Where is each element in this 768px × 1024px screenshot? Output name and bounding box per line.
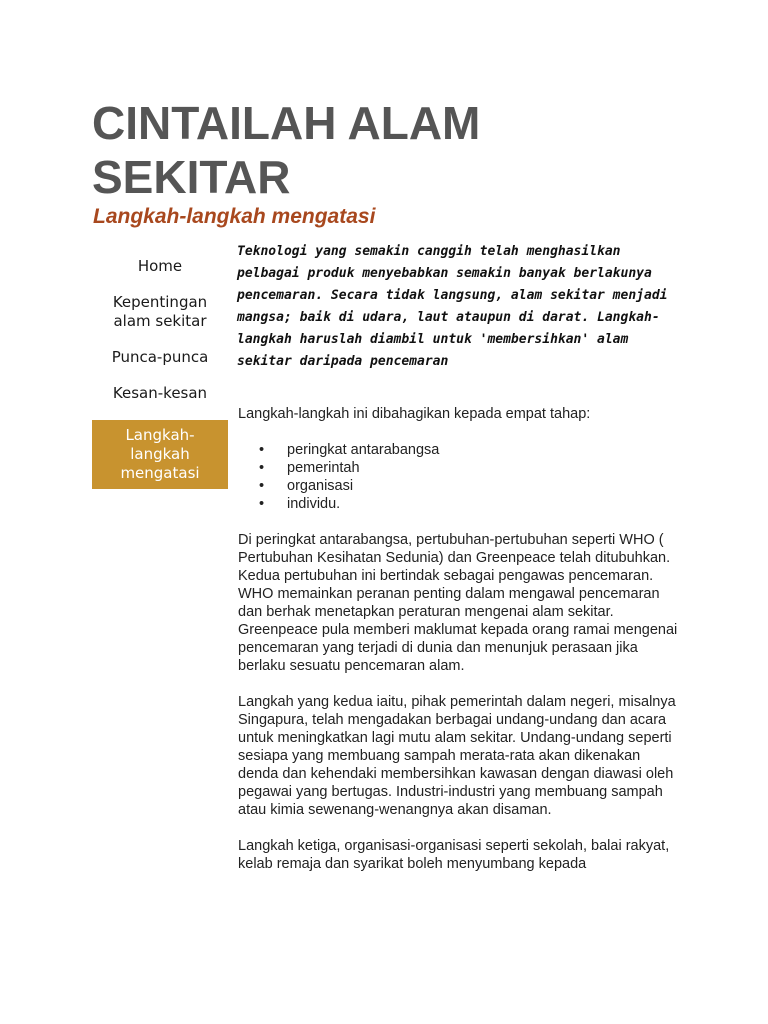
list-item: • organisasi [287, 477, 678, 495]
list-item: • pemerintah [287, 459, 678, 477]
nav-item-kepentingan[interactable]: Kepentingan alam sekitar [112, 293, 208, 330]
page-title: CINTAILAH ALAM SEKITAR [92, 97, 481, 203]
nav-item-langkah[interactable]: Langkah-langkah mengatasi [92, 420, 228, 489]
list-item: • individu. [287, 495, 678, 513]
paragraph-organisation: Langkah ketiga, organisasi-organisasi seperti sekolah, balai rakyat, kelab remaja dan syarikat boleh menyumbang kepada [238, 838, 670, 872]
paragraph-international: Di peringkat antarabangsa, pertubuhan-pertubuhan seperti WHO ( Pertubuhan Kesihatan Sedunia) dan Greenpeace telah ditubuhkan. Kedua pertubuhan ini bertindak sebagai pengawas pencemaran. WHO memainkan peranan penting dalam mengawal pencemaran dan berhak menetapkan peraturan mengenai alam sekitar. Greenpeace pula memberi maklumat kepada orang ramai mengenai pencemaran yang terjadi di dunia dan menunjuk perasaan jika berlaku sesuatu pencemaran alam. [238, 532, 678, 674]
main-content [238, 405, 678, 891]
list-item: • peringkat antarabangsa [287, 441, 678, 459]
nav-item-punca[interactable]: Punca-punca [111, 348, 209, 366]
stages-list [238, 441, 678, 513]
nav-item-home[interactable]: Home [137, 257, 183, 275]
page-subtitle: Langkah-langkah mengatasi [93, 205, 376, 228]
nav-item-kesan[interactable]: Kesan-kesan [112, 384, 208, 402]
paragraph-government: Langkah yang kedua iaitu, pihak pemerintah dalam negeri, misalnya Singapura, telah mengadakan berbagai undang-undang dan acara untuk meningkatkan lagi mutu alam sekitar. Undang-undang seperti sesiapa yang membuang sampah merata-rata akan dikenakan denda dan kehendaki membersihkan kawasan dengan diawasi oleh pegawai yang bertugas. Industri-industri yang membuang sampah atau kimia sewenang-wenangnya akan disaman. [238, 694, 676, 818]
sidebar-nav [92, 257, 228, 506]
lead-paragraph: Langkah-langkah ini dibahagikan kepada empat tahap: [238, 406, 591, 422]
intro-text: Teknologi yang semakin canggih telah menghasilkan pelbagai produk menyebabkan semakin banyak berlakunya pencemaran. Secara tidak langsung, alam sekitar menjadi mangsa; baik di udara, laut ataupun di darat. Langkah-langkah haruslah diambil untuk 'membersihkan' alam sekitar daripada pencemaran [237, 244, 668, 369]
